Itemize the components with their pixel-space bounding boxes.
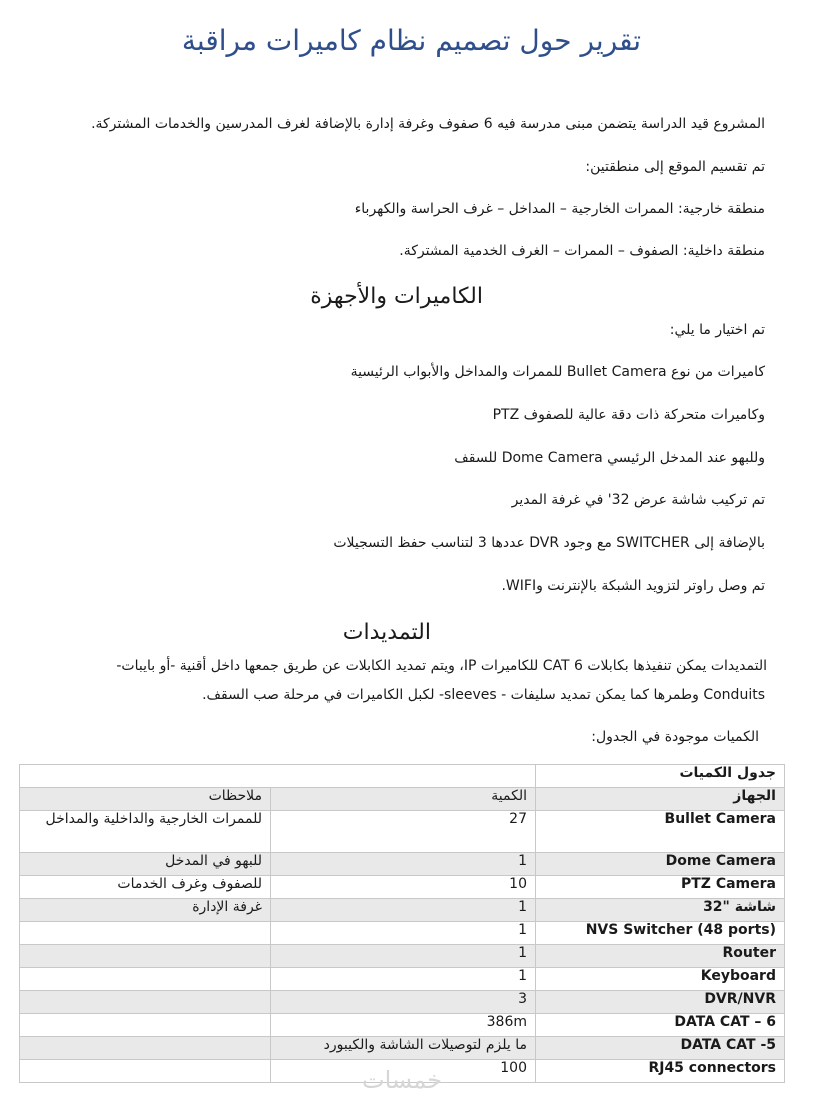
intro-paragraph-outer-zone: منطقة خارجية: الممرات الخارجية – المداخل – غرف الحراسة والكهرباء xyxy=(354,201,765,217)
table-row xyxy=(20,968,785,991)
table-row xyxy=(20,853,785,876)
cameras-line-router: تم وصل راوتر لتزويد الشبكة بالإنترنت وWIFI. xyxy=(501,578,765,594)
section-heading-cabling: التمديدات xyxy=(342,620,431,645)
device-cell: RJ45 connectors xyxy=(536,1060,785,1083)
table-row xyxy=(20,991,785,1014)
device-cell: DATA CAT – 6 xyxy=(536,1014,785,1037)
header-notes: ملاحظات xyxy=(20,788,271,811)
device-cell: NVS Switcher (48 ports) xyxy=(536,922,785,945)
table-header-row xyxy=(20,788,785,811)
cameras-line-ptz: وكاميرات متحركة ذات دقة عالية للصفوف PTZ xyxy=(492,407,765,423)
cameras-line-dome: وللبهو عند المدخل الرئيسي Dome Camera للسقف xyxy=(454,450,765,466)
table-row xyxy=(20,876,785,899)
intro-paragraph-inner-zone: منطقة داخلية: الصفوف – الممرات – الغرف الخدمية المشتركة. xyxy=(399,243,765,259)
qty-cell: 1 xyxy=(271,899,536,922)
qty-cell: 1 xyxy=(271,945,536,968)
notes-cell: للبهو في المدخل xyxy=(20,853,271,876)
table-row xyxy=(20,1014,785,1037)
report-title: تقرير حول تصميم نظام كاميرات مراقبة xyxy=(181,24,642,57)
qty-cell: ما يلزم لتوصيلات الشاشة والكيبورد xyxy=(271,1037,536,1060)
device-cell: Bullet Camera xyxy=(536,811,785,853)
header-device: الجهاز xyxy=(536,788,785,811)
cabling-line-2: Conduits وطمرها كما يمكن تمديد سليفات - sleeves- لكبل الكاميرات في مرحلة صب السقف. xyxy=(202,687,765,703)
table-row xyxy=(20,922,785,945)
device-cell: شاشة "32 xyxy=(536,899,785,922)
watermark-logo: خمسات xyxy=(362,1066,443,1094)
notes-cell xyxy=(20,968,271,991)
notes-cell xyxy=(20,945,271,968)
header-qty: الكمية xyxy=(271,788,536,811)
qty-cell: 386m xyxy=(271,1014,536,1037)
cameras-line-switcher: بالإضافة إلى SWITCHER مع وجود DVR عددها 3 لتناسب حفظ التسجيلات xyxy=(333,535,765,551)
cabling-line-1: التمديدات يمكن تنفيذها بكابلات CAT 6 للكاميرات IP، ويتم تمديد الكابلات عن طريق جمعها داخل أقنية -أو بايبات- xyxy=(116,658,767,674)
notes-cell xyxy=(20,1014,271,1037)
device-cell: Dome Camera xyxy=(536,853,785,876)
device-cell: DVR/NVR xyxy=(536,991,785,1014)
notes-cell: للصفوف وغرف الخدمات xyxy=(20,876,271,899)
notes-cell xyxy=(20,1037,271,1060)
device-cell: Router xyxy=(536,945,785,968)
notes-cell xyxy=(20,1060,271,1083)
qty-cell: 1 xyxy=(271,853,536,876)
table-row xyxy=(20,899,785,922)
table-row xyxy=(20,811,785,853)
quantities-table xyxy=(19,764,785,1083)
qty-cell: 3 xyxy=(271,991,536,1014)
cameras-line-screen: تم تركيب شاشة عرض 32' في غرفة المدير xyxy=(511,492,765,508)
notes-cell xyxy=(20,991,271,1014)
qty-cell: 1 xyxy=(271,922,536,945)
intro-paragraph-zones: تم تقسيم الموقع إلى منطقتين: xyxy=(585,159,765,175)
intro-paragraph-project: المشروع قيد الدراسة يتضمن مبنى مدرسة فيه 6 صفوف وغرفة إدارة بالإضافة لغرف المدرسين والخدمات المشتركة. xyxy=(91,116,765,132)
cameras-line-selection: تم اختيار ما يلي: xyxy=(669,322,765,338)
qty-cell: 10 xyxy=(271,876,536,899)
table-caption-row xyxy=(20,765,785,788)
table-row xyxy=(20,945,785,968)
table-caption: جدول الكميات xyxy=(536,765,785,788)
device-cell: Keyboard xyxy=(536,968,785,991)
qty-cell: 100 xyxy=(271,1060,536,1083)
notes-cell xyxy=(20,922,271,945)
device-cell: PTZ Camera xyxy=(536,876,785,899)
qty-cell: 1 xyxy=(271,968,536,991)
section-heading-cameras: الكاميرات والأجهزة xyxy=(310,284,483,309)
table-row xyxy=(20,1037,785,1060)
notes-cell: غرفة الإدارة xyxy=(20,899,271,922)
cabling-line-table-intro: الكميات موجودة في الجدول: xyxy=(591,729,759,745)
device-cell: DATA CAT -5 xyxy=(536,1037,785,1060)
cameras-line-bullet: كاميرات من نوع Bullet Camera للممرات والمداخل والأبواب الرئيسية xyxy=(350,364,765,380)
notes-cell: للممرات الخارجية والداخلية والمداخل xyxy=(20,811,271,853)
qty-cell: 27 xyxy=(271,811,536,853)
